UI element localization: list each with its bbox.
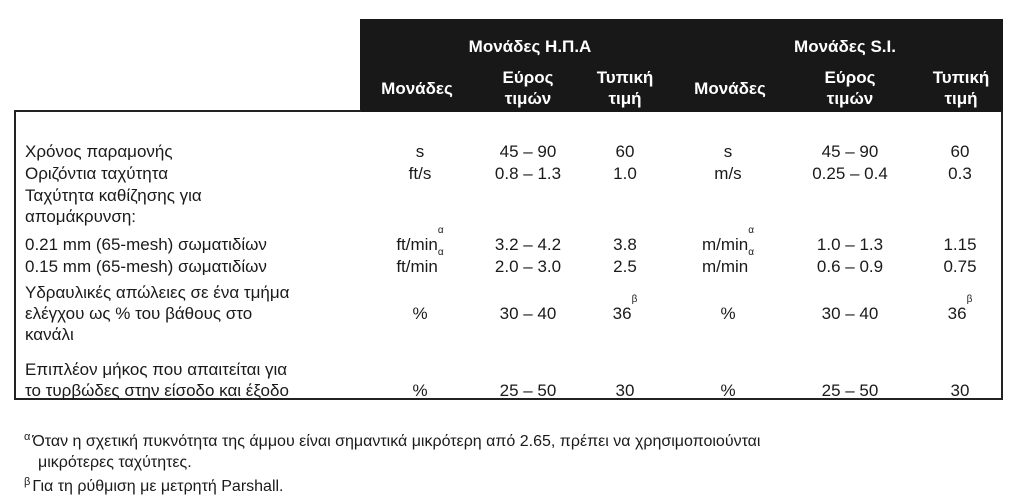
si-range-value: 1.0 – 1.3 (816, 235, 884, 254)
si-range-header-line1: Εύρος (824, 68, 876, 87)
us-unit-value: % (412, 304, 428, 323)
footnote-mark: α (24, 431, 31, 443)
us-range-column-header (478, 67, 578, 109)
footnote-mark: β (24, 476, 31, 488)
si-val-cell (930, 256, 990, 277)
footnote-ref: α (748, 225, 755, 236)
si-val-cell (930, 380, 990, 401)
us-range-value: 0.8 – 1.3 (494, 164, 562, 183)
si-unit-cell (688, 247, 768, 277)
footnote-ref: α (437, 225, 444, 236)
us-range-value: 30 – 40 (499, 304, 557, 323)
si-range-value: 25 – 50 (821, 381, 879, 400)
si-unit-value: % (720, 381, 736, 400)
row-label: κανάλι (25, 325, 74, 344)
us-range-cell (478, 234, 578, 255)
si-val-cell (930, 141, 990, 162)
si-val-value: 0.75 (943, 257, 977, 276)
si-val-cell (930, 234, 990, 255)
si-val-value: 0.3 (948, 164, 972, 183)
us-unit-value: s (415, 142, 425, 161)
footnote-text: μικρότερες ταχύτητες. (38, 454, 192, 471)
us-units-group-title: Μονάδες Η.Π.Α (468, 37, 592, 56)
us-range-cell (478, 303, 578, 324)
us-val-cell (595, 141, 655, 162)
us-val-value: 3.8 (613, 235, 637, 254)
si-unit-cell (688, 225, 768, 255)
row-label: 0.15 mm (65-mesh) σωματιδίων (25, 257, 267, 276)
si-unit-value: m/min (701, 235, 749, 254)
footnote-text: Για τη ρύθμιση με μετρητή Parshall. (32, 478, 284, 495)
row-label: ελέγχου ως % του βάθους στο (25, 304, 253, 323)
si-typical-header-line1: Τυπική (932, 68, 990, 87)
row-label: Υδραυλικές απώλειες σε ένα τμήμα (25, 283, 290, 302)
us-range-cell (478, 163, 578, 184)
us-typical-header-line2: τιμή (608, 89, 642, 108)
us-val-cell (595, 163, 655, 184)
footnote-ref: α (748, 247, 755, 258)
row-label: Χρόνος παραμονής (25, 142, 173, 161)
us-unit-value: ft/min (396, 257, 438, 276)
us-val-cell (595, 234, 655, 255)
si-val-cell (930, 294, 990, 324)
us-range-header-line2: τιμών (504, 89, 552, 108)
us-typical-header-line1: Τυπική (596, 68, 654, 87)
si-range-cell (795, 303, 905, 324)
si-typical-header-line2: τιμή (944, 89, 978, 108)
si-unit-value: s (723, 142, 733, 161)
si-units-column-header: Μονάδες (694, 79, 766, 98)
si-range-cell (795, 163, 905, 184)
si-range-value: 0.25 – 0.4 (812, 164, 888, 183)
si-unit-cell (688, 163, 768, 184)
si-unit-cell (688, 380, 768, 401)
us-units-column-header: Μονάδες (381, 79, 453, 98)
footnote-line (38, 453, 192, 473)
us-val-value: 1.0 (613, 164, 637, 183)
us-range-value: 25 – 50 (499, 381, 557, 400)
footnote-text: Όταν η σχετική πυκνότητα της άμμου είναι σημαντικά μικρότερη από 2.65, πρέπει να χρησιμοποιούνται (32, 433, 761, 450)
us-typical-column-header (588, 67, 662, 109)
row-label: Οριζόντια ταχύτητα (25, 164, 169, 183)
si-val-value: 36 (947, 304, 967, 323)
us-unit-cell (385, 141, 455, 162)
si-typical-column-header (922, 67, 1000, 109)
us-unit-cell (385, 163, 455, 184)
us-range-value: 2.0 – 3.0 (494, 257, 562, 276)
footnote-line (24, 432, 760, 453)
us-val-value: 60 (615, 142, 635, 161)
si-range-column-header (795, 67, 905, 109)
si-range-value: 45 – 90 (821, 142, 879, 161)
us-val-cell (595, 294, 655, 324)
us-range-cell (478, 256, 578, 277)
us-range-value: 45 – 90 (499, 142, 557, 161)
us-range-cell (478, 141, 578, 162)
si-unit-value: m/s (714, 164, 742, 183)
si-range-header-line2: τιμών (826, 89, 874, 108)
us-unit-value: ft/min (396, 235, 438, 254)
us-range-value: 3.2 – 4.2 (494, 235, 562, 254)
footnote-ref: β (966, 294, 973, 305)
us-unit-cell (385, 303, 455, 324)
row-label: το τυρβώδες στην είσοδο και έξοδο (25, 381, 289, 400)
us-val-cell (595, 380, 655, 401)
si-range-value: 30 – 40 (821, 304, 879, 323)
us-unit-cell (385, 380, 455, 401)
si-range-cell (795, 234, 905, 255)
si-range-cell (795, 141, 905, 162)
footnote-ref: α (437, 247, 444, 258)
us-range-header-line1: Εύρος (502, 68, 554, 87)
us-val-value: 2.5 (613, 257, 637, 276)
si-range-value: 0.6 – 0.9 (816, 257, 884, 276)
us-unit-cell (385, 247, 455, 277)
si-val-cell (930, 163, 990, 184)
us-val-value: 30 (615, 381, 635, 400)
us-unit-value: % (412, 381, 428, 400)
us-unit-value: ft/s (408, 164, 432, 183)
row-label: Επιπλέον μήκος που απαιτείται για (25, 360, 288, 379)
row-label: Ταχύτητα καθίζησης για (25, 186, 202, 205)
footnote-ref: β (631, 294, 638, 305)
us-unit-cell (385, 225, 455, 255)
row-label: απομάκρυνση: (25, 207, 137, 226)
si-val-value: 60 (950, 142, 970, 161)
si-val-value: 1.15 (943, 235, 977, 254)
si-unit-value: % (720, 304, 736, 323)
si-val-value: 30 (950, 381, 970, 400)
us-val-cell (595, 256, 655, 277)
si-unit-cell (688, 303, 768, 324)
us-val-value: 36 (612, 304, 632, 323)
si-unit-value: m/min (701, 257, 749, 276)
si-units-group-title: Μονάδες S.I. (794, 37, 896, 56)
row-label: 0.21 mm (65-mesh) σωματιδίων (25, 235, 267, 254)
si-range-cell (795, 256, 905, 277)
us-range-cell (478, 380, 578, 401)
si-range-cell (795, 380, 905, 401)
si-unit-cell (688, 141, 768, 162)
